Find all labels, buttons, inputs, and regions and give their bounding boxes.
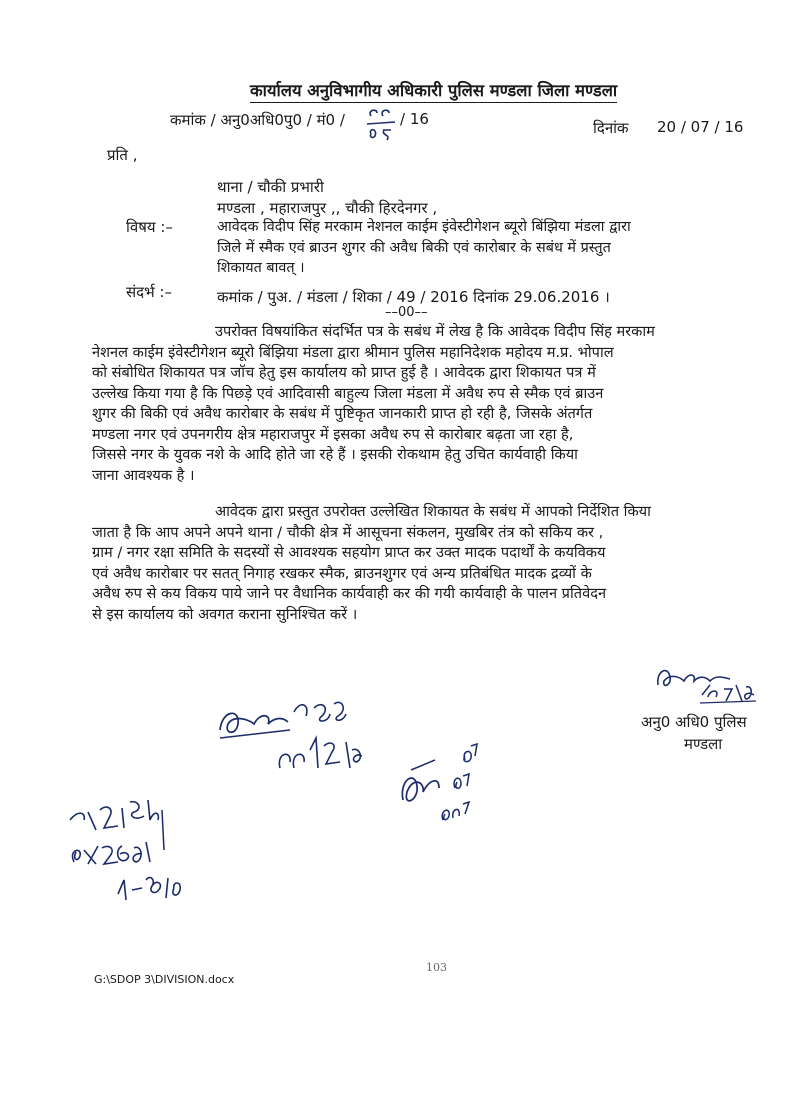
paragraph-line: मण्डला नगर एवं उपनगरीय क्षेत्र महाराजपुर में इसका अवैध रुप से कारोबार बढ़ता जा रहा है,	[92, 425, 574, 443]
left-handwritten-note	[60, 790, 210, 905]
handwritten-ref-number	[365, 104, 399, 144]
reference-number-prefix: कमांक / अनु0अधि0पु0 / मं0 /	[170, 111, 345, 129]
prati-label: प्रति ,	[107, 146, 138, 164]
subject-line: जिले में स्मैक एवं ब्राउन शुगर की अवैध बिकी एवं कारोबार के सबंध में प्रस्तुत	[217, 239, 611, 256]
paragraph-line: से इस कार्यालय को अवगत कराना सुनिश्चित करें ।	[92, 605, 358, 623]
page-number: 103	[426, 961, 447, 974]
paragraph-line: ग्राम / नगर रक्षा समिति के सदस्यों से आवश्यक सहयोग प्राप्त कर उक्त मादक पदार्थों के कयविकय	[92, 544, 606, 561]
paragraph-line: जाता है कि आप अपने अपने थाना / चौकी क्षेत्र में आसूचना संकलन, मुखबिर तंत्र को सकिय कर ,	[92, 523, 604, 541]
file-path: G:\SDOP 3\DIVISION.docx	[94, 973, 235, 986]
paragraph-line: जिससे नगर के युवक नशे के आदि होते जा रहे हैं । इसकी रोकथाम हेतु उचित कार्यवाही किया	[92, 446, 578, 463]
paragraph-line: आवेदक द्वारा प्रस्तुत उपरोक्त उल्लेखित शिकायत के सबंध में आपको निर्देशित किया	[215, 503, 651, 520]
paragraph-line: जाना आवश्यक है ।	[92, 466, 195, 484]
middle-handwritten-endorsement	[210, 690, 380, 790]
separator-mark: ––00––	[385, 305, 428, 320]
paragraph-line: नेशनल काईम इंवेस्टीगेशन ब्यूरो बिंझिया मंडला द्वारा श्रीमान पुलिस महानिदेशक महोदय म.प्र. भोपाल	[92, 343, 614, 361]
date-label: दिनांक	[593, 119, 629, 137]
paragraph-line: को संबोधित शिकायत पत्र जॉच हेतु इस कार्यालय को प्राप्त हुई है । आवेदक द्वारा शिकायत पत्र में	[92, 364, 596, 381]
paragraph-line: उपरोक्त विषयांकित संदर्भित पत्र के सबंध में लेख है कि आवेदक विदीप सिंह मरकाम	[215, 323, 655, 340]
reference-year: / 16	[400, 110, 429, 128]
paragraph-line: शुगर की बिकी एवं अवैध कारोबार के सबंध में पुष्टिकृत जानकारी प्राप्त हो रही है, जिसके अंतर्गत	[92, 405, 593, 422]
office-title: कार्यालय अनुविभागीय अधिकारी पुलिस मण्डला जिला मण्डला	[250, 78, 617, 103]
right-handwritten-endorsement	[395, 730, 485, 830]
subject-label: विषय :–	[126, 218, 173, 236]
paragraph-line: उल्लेख किया गया है कि पिछड़े एवं आदिवासी बाहुल्य जिला मंडला में अवैध रुप से स्मैक एवं ब्राउन	[92, 384, 604, 402]
recipient-line-2: मण्डला , महाराजपुर ,, चौकी हिरदेनगर ,	[217, 199, 438, 217]
date-value: 20 / 07 / 16	[657, 118, 744, 136]
paragraph-line: एवं अवैध कारोबार पर सतत् निगाह रखकर स्मैक, ब्राउनशुगर एवं अन्य प्रतिबंधित मादक द्रव्यों के	[92, 564, 592, 582]
reference-text: कमांक / पुअ. / मंडला / शिका / 49 / 2016 दिनांक 29.06.2016 ।	[217, 288, 610, 306]
officer-signature	[650, 655, 760, 710]
officer-designation: अनु0 अधि0 पुलिस	[641, 713, 747, 731]
recipient-line-1: थाना / चौकी प्रभारी	[217, 178, 324, 196]
paragraph-line: अवैध रुप से कय विकय पाये जाने पर वैधानिक कार्यवाही कर की गयी कार्यवाही के पालन प्रतिवेदन	[92, 585, 607, 602]
officer-location: मण्डला	[684, 735, 723, 753]
subject-line: शिकायत बावत् ।	[217, 260, 305, 276]
reference-label: संदर्भ :–	[126, 283, 172, 301]
subject-line: आवेदक विदीप सिंह मरकाम नेशनल काईम इंवेस्टीगेशन ब्यूरो बिंझिया मंडला द्वारा	[217, 219, 631, 235]
